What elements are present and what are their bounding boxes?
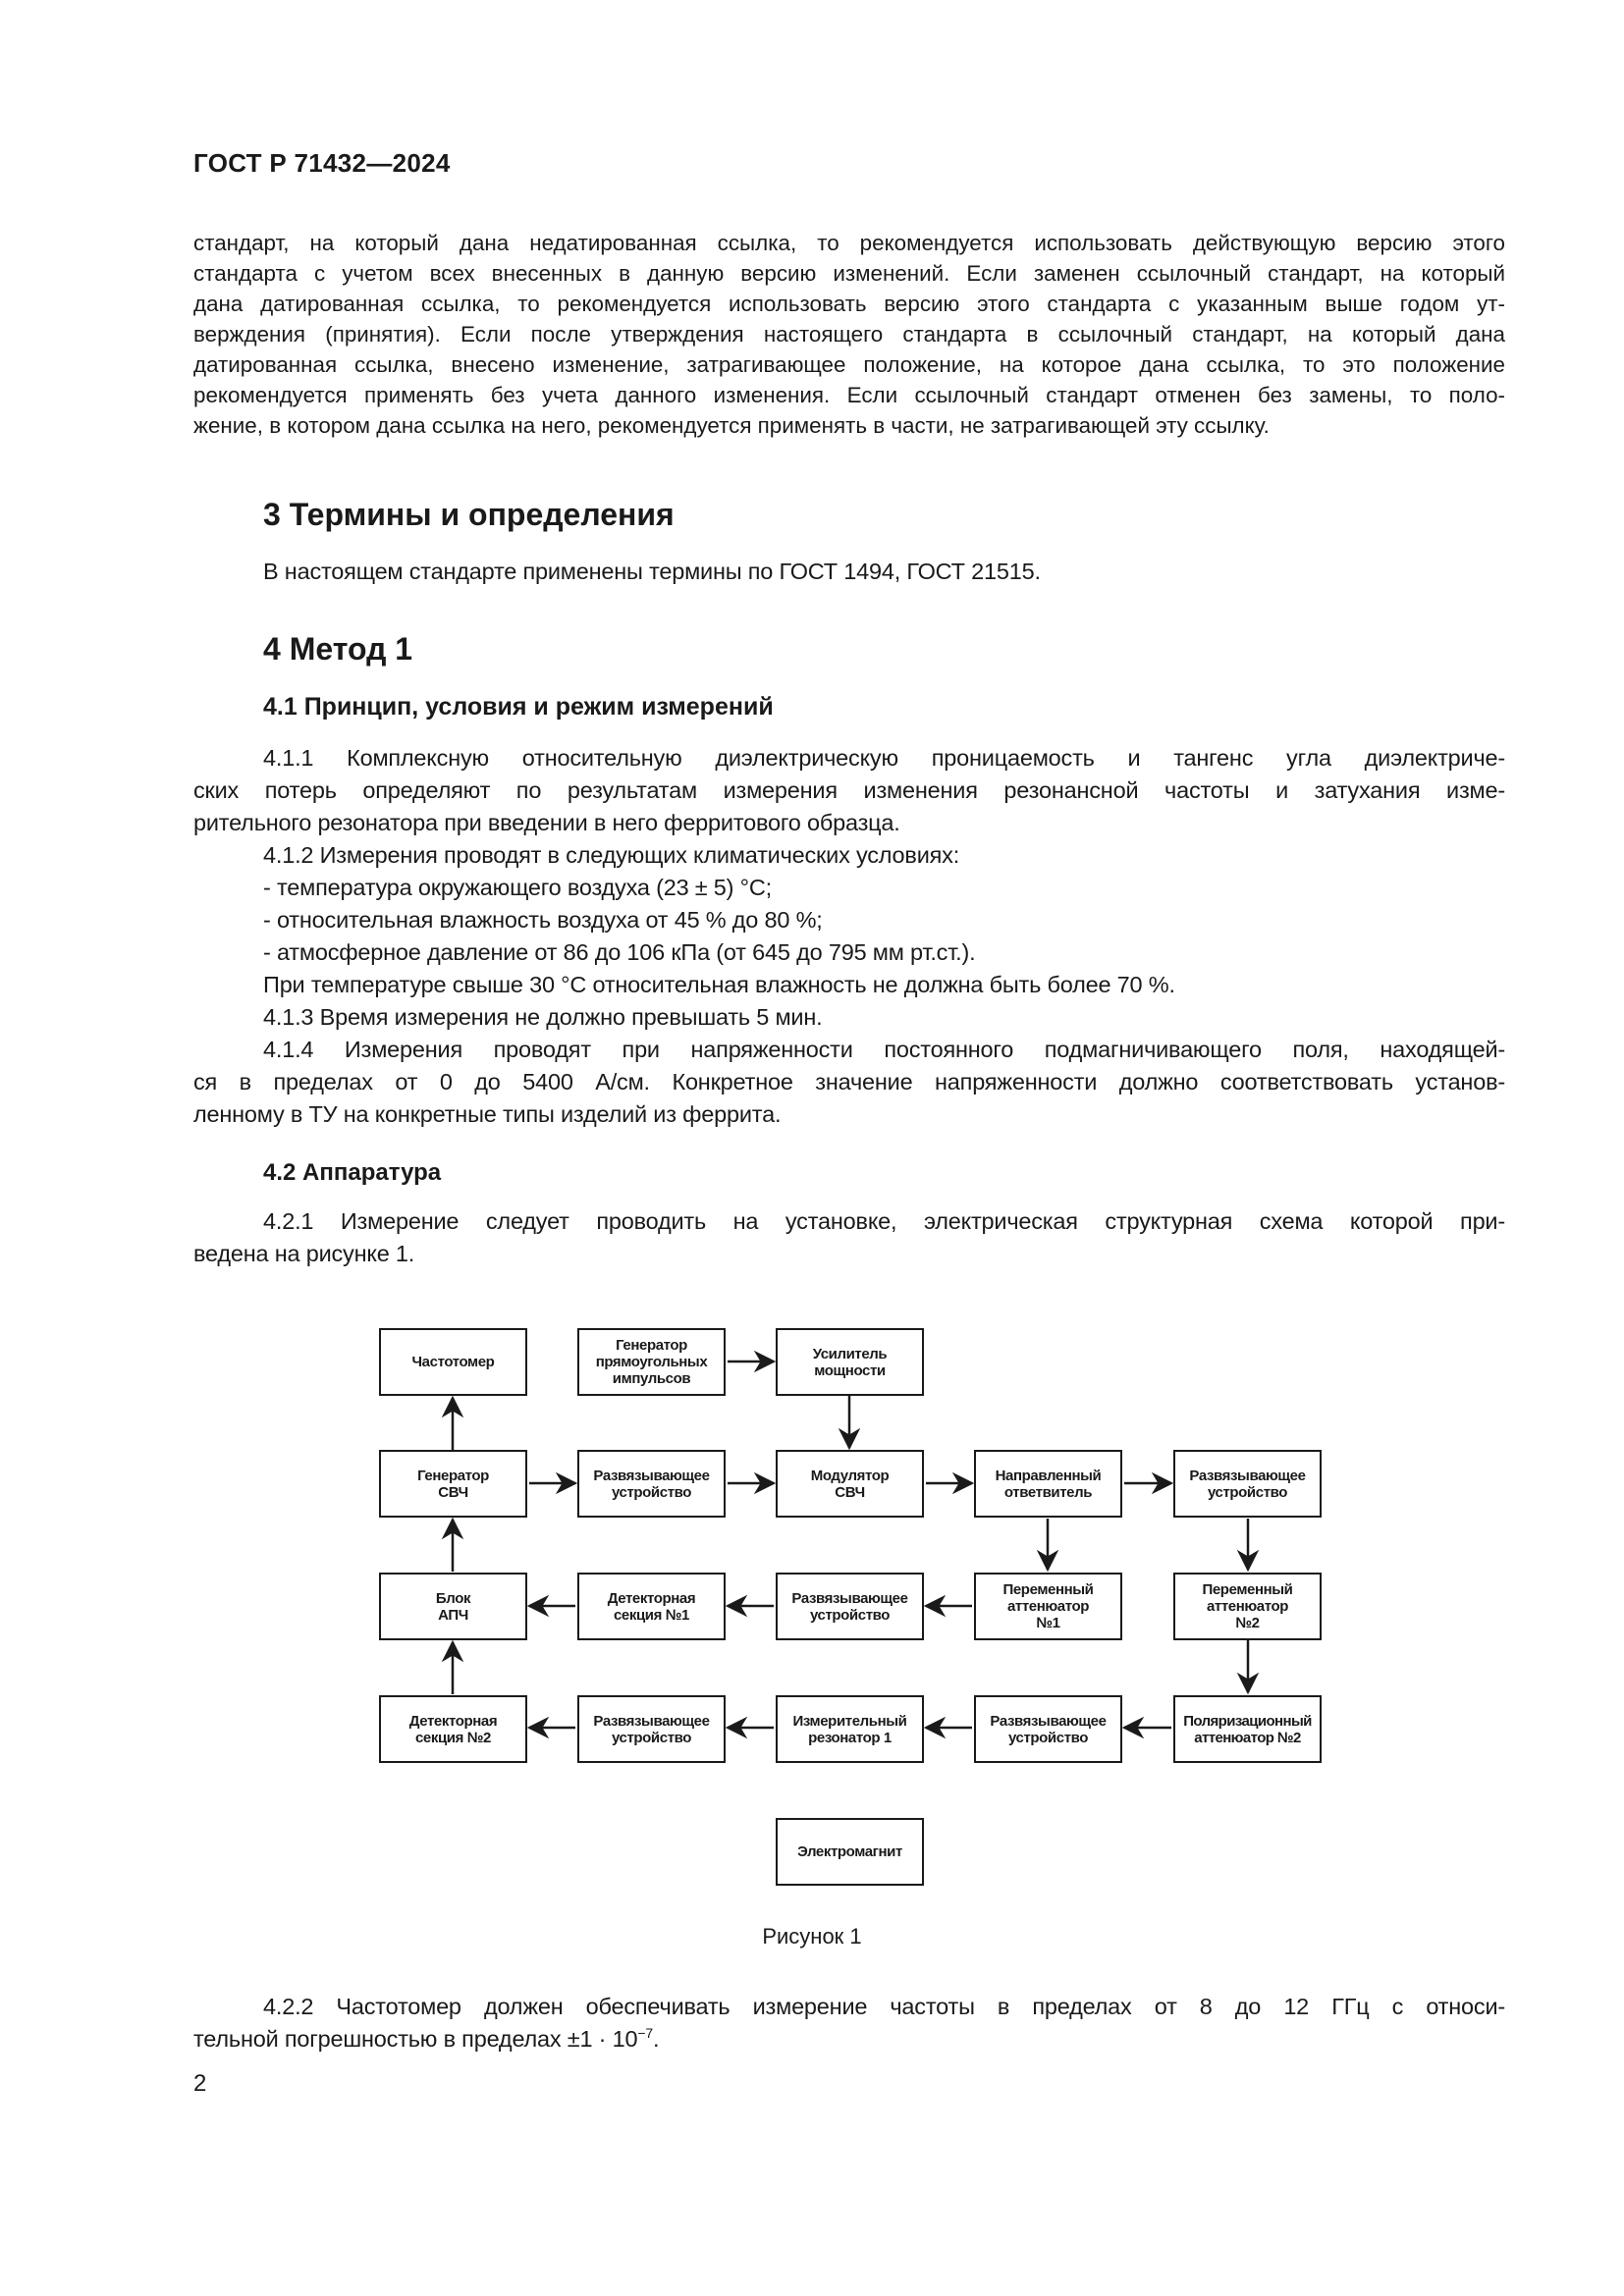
block-power-amplifier: Усилитель мощности bbox=[776, 1328, 924, 1396]
text-line: дана датированная ссылка, то рекомендуется использовать версию этого стандарта с указанным выше годом ут- bbox=[193, 292, 1505, 316]
paragraph-4-1-3: 4.1.3 Время измерения не должно превышать 5 мин. bbox=[263, 1004, 823, 1030]
text-line: 4.1.4 Измерения проводят при напряженности постоянного подмагничивающего поля, находящей- bbox=[263, 1037, 1505, 1062]
text-line: датированная ссылка, внесено изменение, затрагивающее положение, на которое дана ссылка, то это положение bbox=[193, 352, 1505, 377]
subsection-4-2-heading: 4.2 Аппаратура bbox=[263, 1159, 442, 1186]
text-line: стандарта с учетом всех внесенных в данную версию изменений. Если заменен ссылочный стандарт, на который bbox=[193, 261, 1505, 286]
block-detector-section-2: Детекторная секция №2 bbox=[379, 1695, 527, 1763]
document-code: ГОСТ Р 71432—2024 bbox=[193, 148, 451, 178]
block-isolator-3: Развязывающее устройство bbox=[776, 1573, 924, 1640]
humidity-note: При температуре свыше 30 °С относительная влажность не должна быть более 70 %. bbox=[263, 972, 1175, 997]
text-line: 4.1.1 Комплексную относительную диэлектрическую проницаемость и тангенс угла диэлектриче- bbox=[263, 745, 1505, 771]
text-line: рекомендуется применять без учета данного изменения. Если ссылочный стандарт отменен без замены, то поло- bbox=[193, 383, 1505, 407]
exponent: −7 bbox=[637, 2025, 653, 2041]
text-line: ся в пределах от 0 до 5400 А/см. Конкретное значение напряженности должно соответствовать установ- bbox=[193, 1069, 1505, 1095]
text-fragment: . bbox=[652, 2026, 660, 2052]
block-isolator-1: Развязывающее устройство bbox=[577, 1450, 726, 1518]
block-detector-section-1: Детекторная секция №1 bbox=[577, 1573, 726, 1640]
block-variable-attenuator-1: Переменный аттенюатор №1 bbox=[974, 1573, 1122, 1640]
block-directional-coupler: Направленный ответвитель bbox=[974, 1450, 1122, 1518]
text-line: верждения (принятия). Если после утверждения настоящего стандарта в ссылочный стандарт, на который дана bbox=[193, 322, 1505, 347]
text-line: ских потерь определяют по результатам измерения изменения резонансной частоты и затухания изме- bbox=[193, 777, 1505, 803]
paragraph-4-1-2: 4.1.2 Измерения проводят в следующих климатических условиях: bbox=[263, 842, 960, 868]
subsection-4-1-heading: 4.1 Принцип, условия и режим измерений bbox=[263, 693, 774, 721]
text-line bbox=[193, 2023, 1505, 2056]
block-pulse-generator: Генератор прямоугольных импульсов bbox=[577, 1328, 726, 1396]
block-isolator-2: Развязывающее устройство bbox=[1173, 1450, 1322, 1518]
section-3-text: В настоящем стандарте применены термины по ГОСТ 1494, ГОСТ 21515. bbox=[263, 559, 1041, 584]
block-electromagnet: Электромагнит bbox=[776, 1818, 924, 1886]
list-item: - атмосферное давление от 86 до 106 кПа (от 645 до 795 мм рт.ст.). bbox=[263, 939, 976, 965]
section-4-heading: 4 Метод 1 bbox=[263, 631, 413, 667]
list-item: - относительная влажность воздуха от 45 % до 80 %; bbox=[263, 907, 823, 933]
block-frequency-meter: Частотомер bbox=[379, 1328, 527, 1396]
section-3-heading: 3 Термины и определения bbox=[263, 497, 675, 532]
block-microwave-generator: Генератор СВЧ bbox=[379, 1450, 527, 1518]
text-line: ленному в ТУ на конкретные типы изделий из феррита. bbox=[193, 1101, 782, 1127]
text-line: стандарт, на который дана недатированная ссылка, то рекомендуется использовать действующую версию этого bbox=[193, 231, 1505, 255]
text-fragment: тельной погрешностью в пределах ±1 · 10 bbox=[193, 2026, 638, 2052]
list-item: - температура окружающего воздуха (23 ± 5) °С; bbox=[263, 875, 772, 900]
block-polarization-attenuator-2: Поляризационный аттенюатор №2 bbox=[1173, 1695, 1322, 1763]
page-number: 2 bbox=[193, 2070, 207, 2097]
block-isolator-4: Развязывающее устройство bbox=[577, 1695, 726, 1763]
text-line: ведена на рисунке 1. bbox=[193, 1241, 415, 1266]
block-isolator-5: Развязывающее устройство bbox=[974, 1695, 1122, 1763]
figure-1-caption: Рисунок 1 bbox=[762, 1924, 862, 1949]
text-line: 4.2.1 Измерение следует проводить на установке, электрическая структурная схема которой при- bbox=[263, 1208, 1505, 1234]
block-afc-unit: Блок АПЧ bbox=[379, 1573, 527, 1640]
text-line: рительного резонатора при введении в него ферритового образца. bbox=[193, 810, 900, 835]
text-line: жение, в котором дана ссылка на него, рекомендуется применять в части, не затрагивающей эту ссылку. bbox=[193, 413, 1270, 438]
text-line: 4.2.2 Частотомер должен обеспечивать измерение частоты в пределах от 8 до 12 ГГц с относи- bbox=[263, 1994, 1505, 2019]
block-microwave-modulator: Модулятор СВЧ bbox=[776, 1450, 924, 1518]
block-measuring-resonator-1: Измерительный резонатор 1 bbox=[776, 1695, 924, 1763]
block-variable-attenuator-2: Переменный аттенюатор №2 bbox=[1173, 1573, 1322, 1640]
